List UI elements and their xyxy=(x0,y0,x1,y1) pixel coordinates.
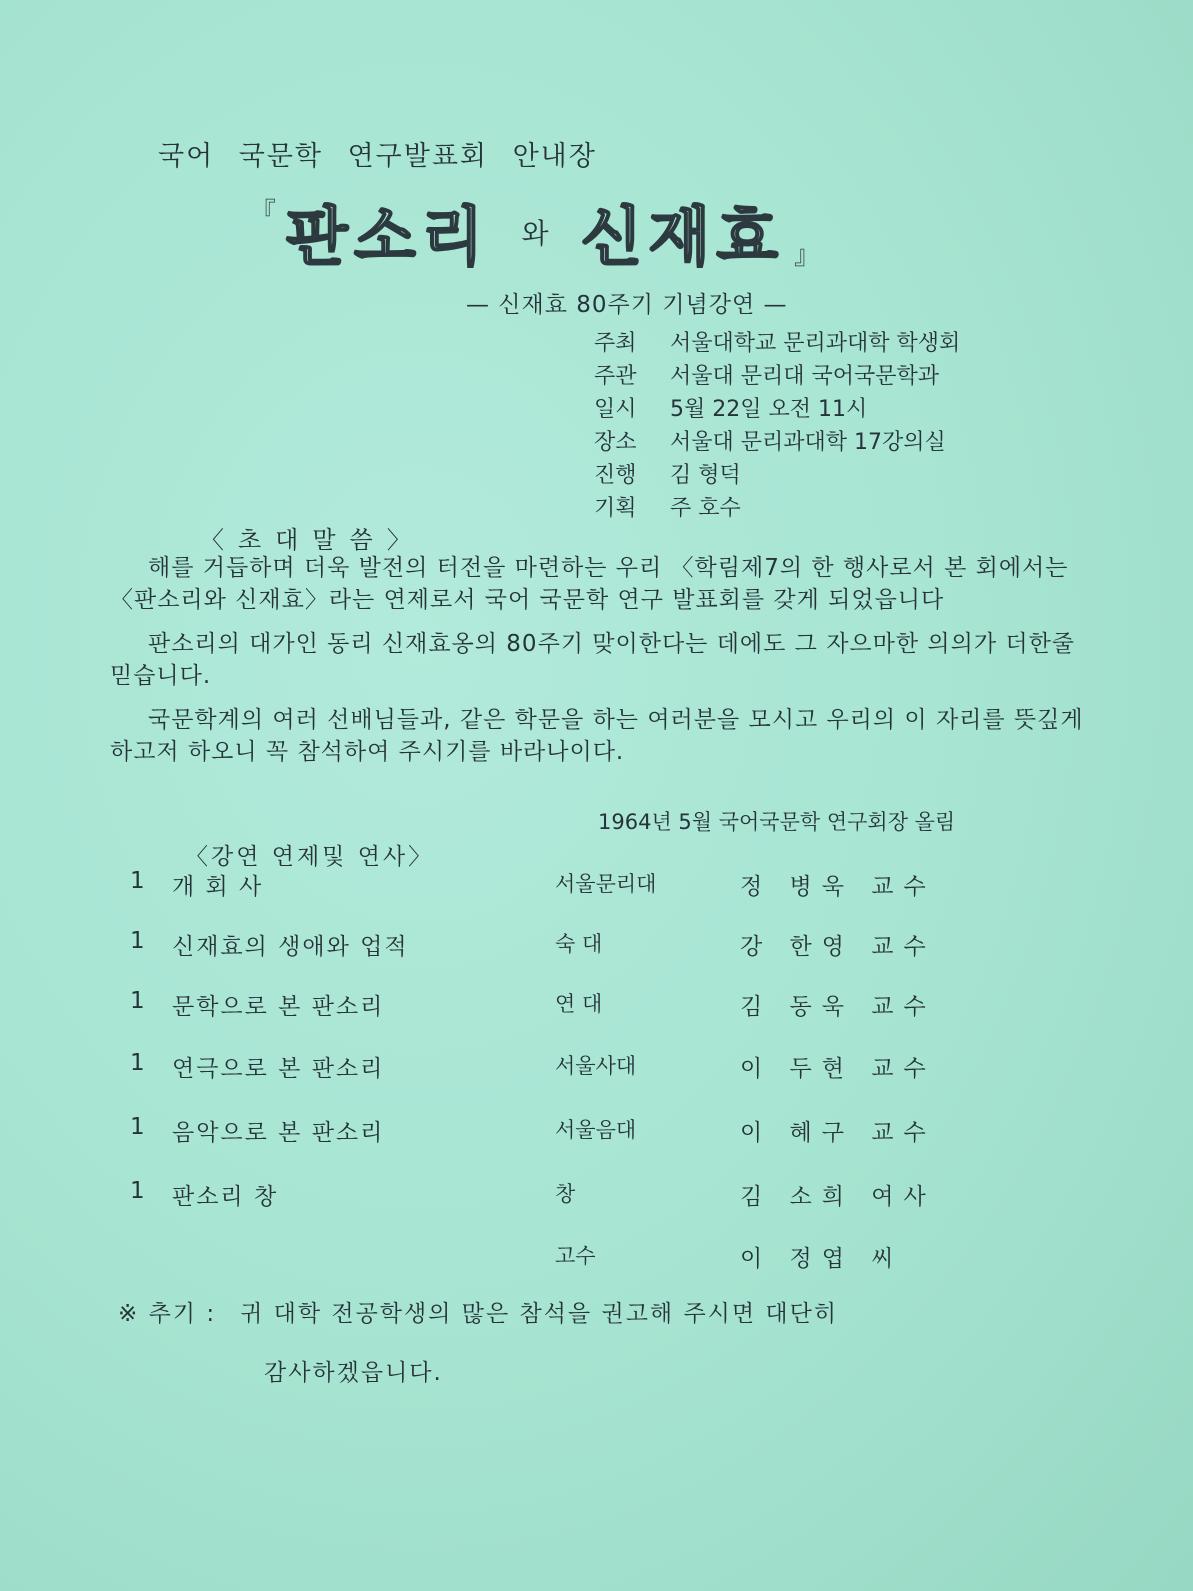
lecture-topic: 연극으로 본 판소리 xyxy=(172,1056,385,1082)
lecture-school: 서울음대 xyxy=(555,1118,637,1142)
organizer-item xyxy=(594,326,960,359)
lecture-row xyxy=(0,1178,1000,1218)
lecture-school: 서울문리대 xyxy=(555,872,657,896)
lecture-number: 1 xyxy=(130,1114,145,1140)
lecture-row xyxy=(0,1240,1000,1280)
lecture-row xyxy=(0,988,1000,1028)
title-shin-jaehyo: 신재효 xyxy=(580,201,785,275)
lecture-number: 1 xyxy=(130,868,145,894)
organizer-label: 진행 xyxy=(594,463,637,488)
invitation-paragraph: 국문학계의 여러 선배님들과, 같은 학문을 하는 여러분을 모시고 우리의 이 자리를 뜻깊게 하고저 하오니 꼭 참석하여 주시기를 바라나이다. xyxy=(110,707,1084,765)
organizer-item xyxy=(594,425,960,458)
organizer-value: 서울대학교 문리과대학 학생회 xyxy=(670,331,961,356)
lecture-school: 숙 대 xyxy=(555,932,603,956)
lecture-speaker: 김 소희 여사 xyxy=(740,1184,936,1210)
organizer-item xyxy=(594,359,960,392)
organizer-item xyxy=(594,392,960,425)
lecture-topic: 신재효의 생애와 업적 xyxy=(172,934,409,960)
organizer-list xyxy=(594,326,960,524)
organizer-item xyxy=(594,491,960,524)
postscript-line: 감사하겠읍니다. xyxy=(264,1360,443,1386)
lecture-topic: 문학으로 본 판소리 xyxy=(172,994,385,1020)
lecture-school: 연 대 xyxy=(555,992,603,1016)
lecture-speaker: 강 한영 교수 xyxy=(740,934,936,960)
lecture-school: 창 xyxy=(555,1182,576,1206)
lecture-row xyxy=(0,928,1000,968)
lecture-topic: 개 회 사 xyxy=(172,874,264,900)
organizer-value: 5월 22일 오전 11시 xyxy=(670,397,868,422)
lecture-speaker: 김 동욱 교수 xyxy=(740,994,936,1020)
document-header: 국어 국문학 연구발표회 안내장 xyxy=(158,141,597,172)
lecture-speaker: 이 혜구 교수 xyxy=(740,1120,936,1146)
lecture-row xyxy=(0,1114,1000,1154)
title-connector: 와 xyxy=(521,217,549,250)
lecture-speaker: 이 정엽 씨 xyxy=(740,1246,904,1272)
invitation-body xyxy=(110,552,1085,780)
invitation-paragraph: 해를 거듭하며 더욱 발전의 터전을 마련하는 우리 〈학림제7의 한 행사로서 본 회에서는 〈판소리와 신재효〉라는 연제로서 국어 국문학 연구 발표회를 갖게 되었읍니다 xyxy=(110,555,1069,613)
lecture-topic: 판소리 창 xyxy=(172,1184,279,1210)
organizer-value: 주 호수 xyxy=(670,496,741,521)
organizer-label: 주최 xyxy=(594,331,637,356)
lecture-number: 1 xyxy=(130,1050,145,1076)
organizer-label: 주관 xyxy=(594,364,637,389)
organizer-label: 일시 xyxy=(594,397,637,422)
invitation-heading: 〈초대말씀〉 xyxy=(200,526,425,554)
title-pansori: 판소리 xyxy=(286,201,490,275)
title-open-mark: 『 xyxy=(250,198,277,228)
organizer-value: 김 형덕 xyxy=(670,463,741,488)
organizer-value: 서울대 문리과대학 17강의실 xyxy=(670,430,946,455)
postscript-line: 귀 대학 전공학생의 많은 참석을 권고해 주시면 대단히 xyxy=(240,1301,839,1327)
organizer-label: 장소 xyxy=(594,430,637,455)
lecture-school: 고수 xyxy=(555,1244,596,1268)
lecture-number: 1 xyxy=(130,1178,145,1204)
postscript-note xyxy=(118,1295,838,1328)
lecture-speaker: 이 두현 교수 xyxy=(740,1056,936,1082)
lecture-speaker: 정 병욱 교수 xyxy=(740,874,936,900)
document-title xyxy=(250,192,870,275)
subtitle: — 신재효 80주기 기념강연 — xyxy=(466,292,788,318)
organizer-label: 기획 xyxy=(594,496,637,521)
invitation-paragraph: 판소리의 대가인 동리 신재효옹의 80주기 맞이한다는 데에도 그 자으마한 의의가 더한줄 믿습니다. xyxy=(110,631,1076,689)
organizer-value: 서울대 문리대 국어국문학과 xyxy=(670,364,940,389)
lecture-row xyxy=(0,868,1000,908)
lecture-topic: 음악으로 본 판소리 xyxy=(172,1120,385,1146)
organizer-item xyxy=(594,458,960,491)
lecture-number: 1 xyxy=(130,988,145,1014)
postscript-mark: ※ 추기 : xyxy=(118,1301,217,1327)
lecture-number: 1 xyxy=(130,928,145,954)
lecture-row xyxy=(0,1050,1000,1090)
signoff: 1964년 5월 국어국문학 연구회장 올림 xyxy=(598,810,956,834)
title-close-mark: 』 xyxy=(794,241,821,271)
lecture-heading: 〈강연 연제및 연사〉 xyxy=(185,844,435,870)
lecture-school: 서울사대 xyxy=(555,1054,637,1078)
